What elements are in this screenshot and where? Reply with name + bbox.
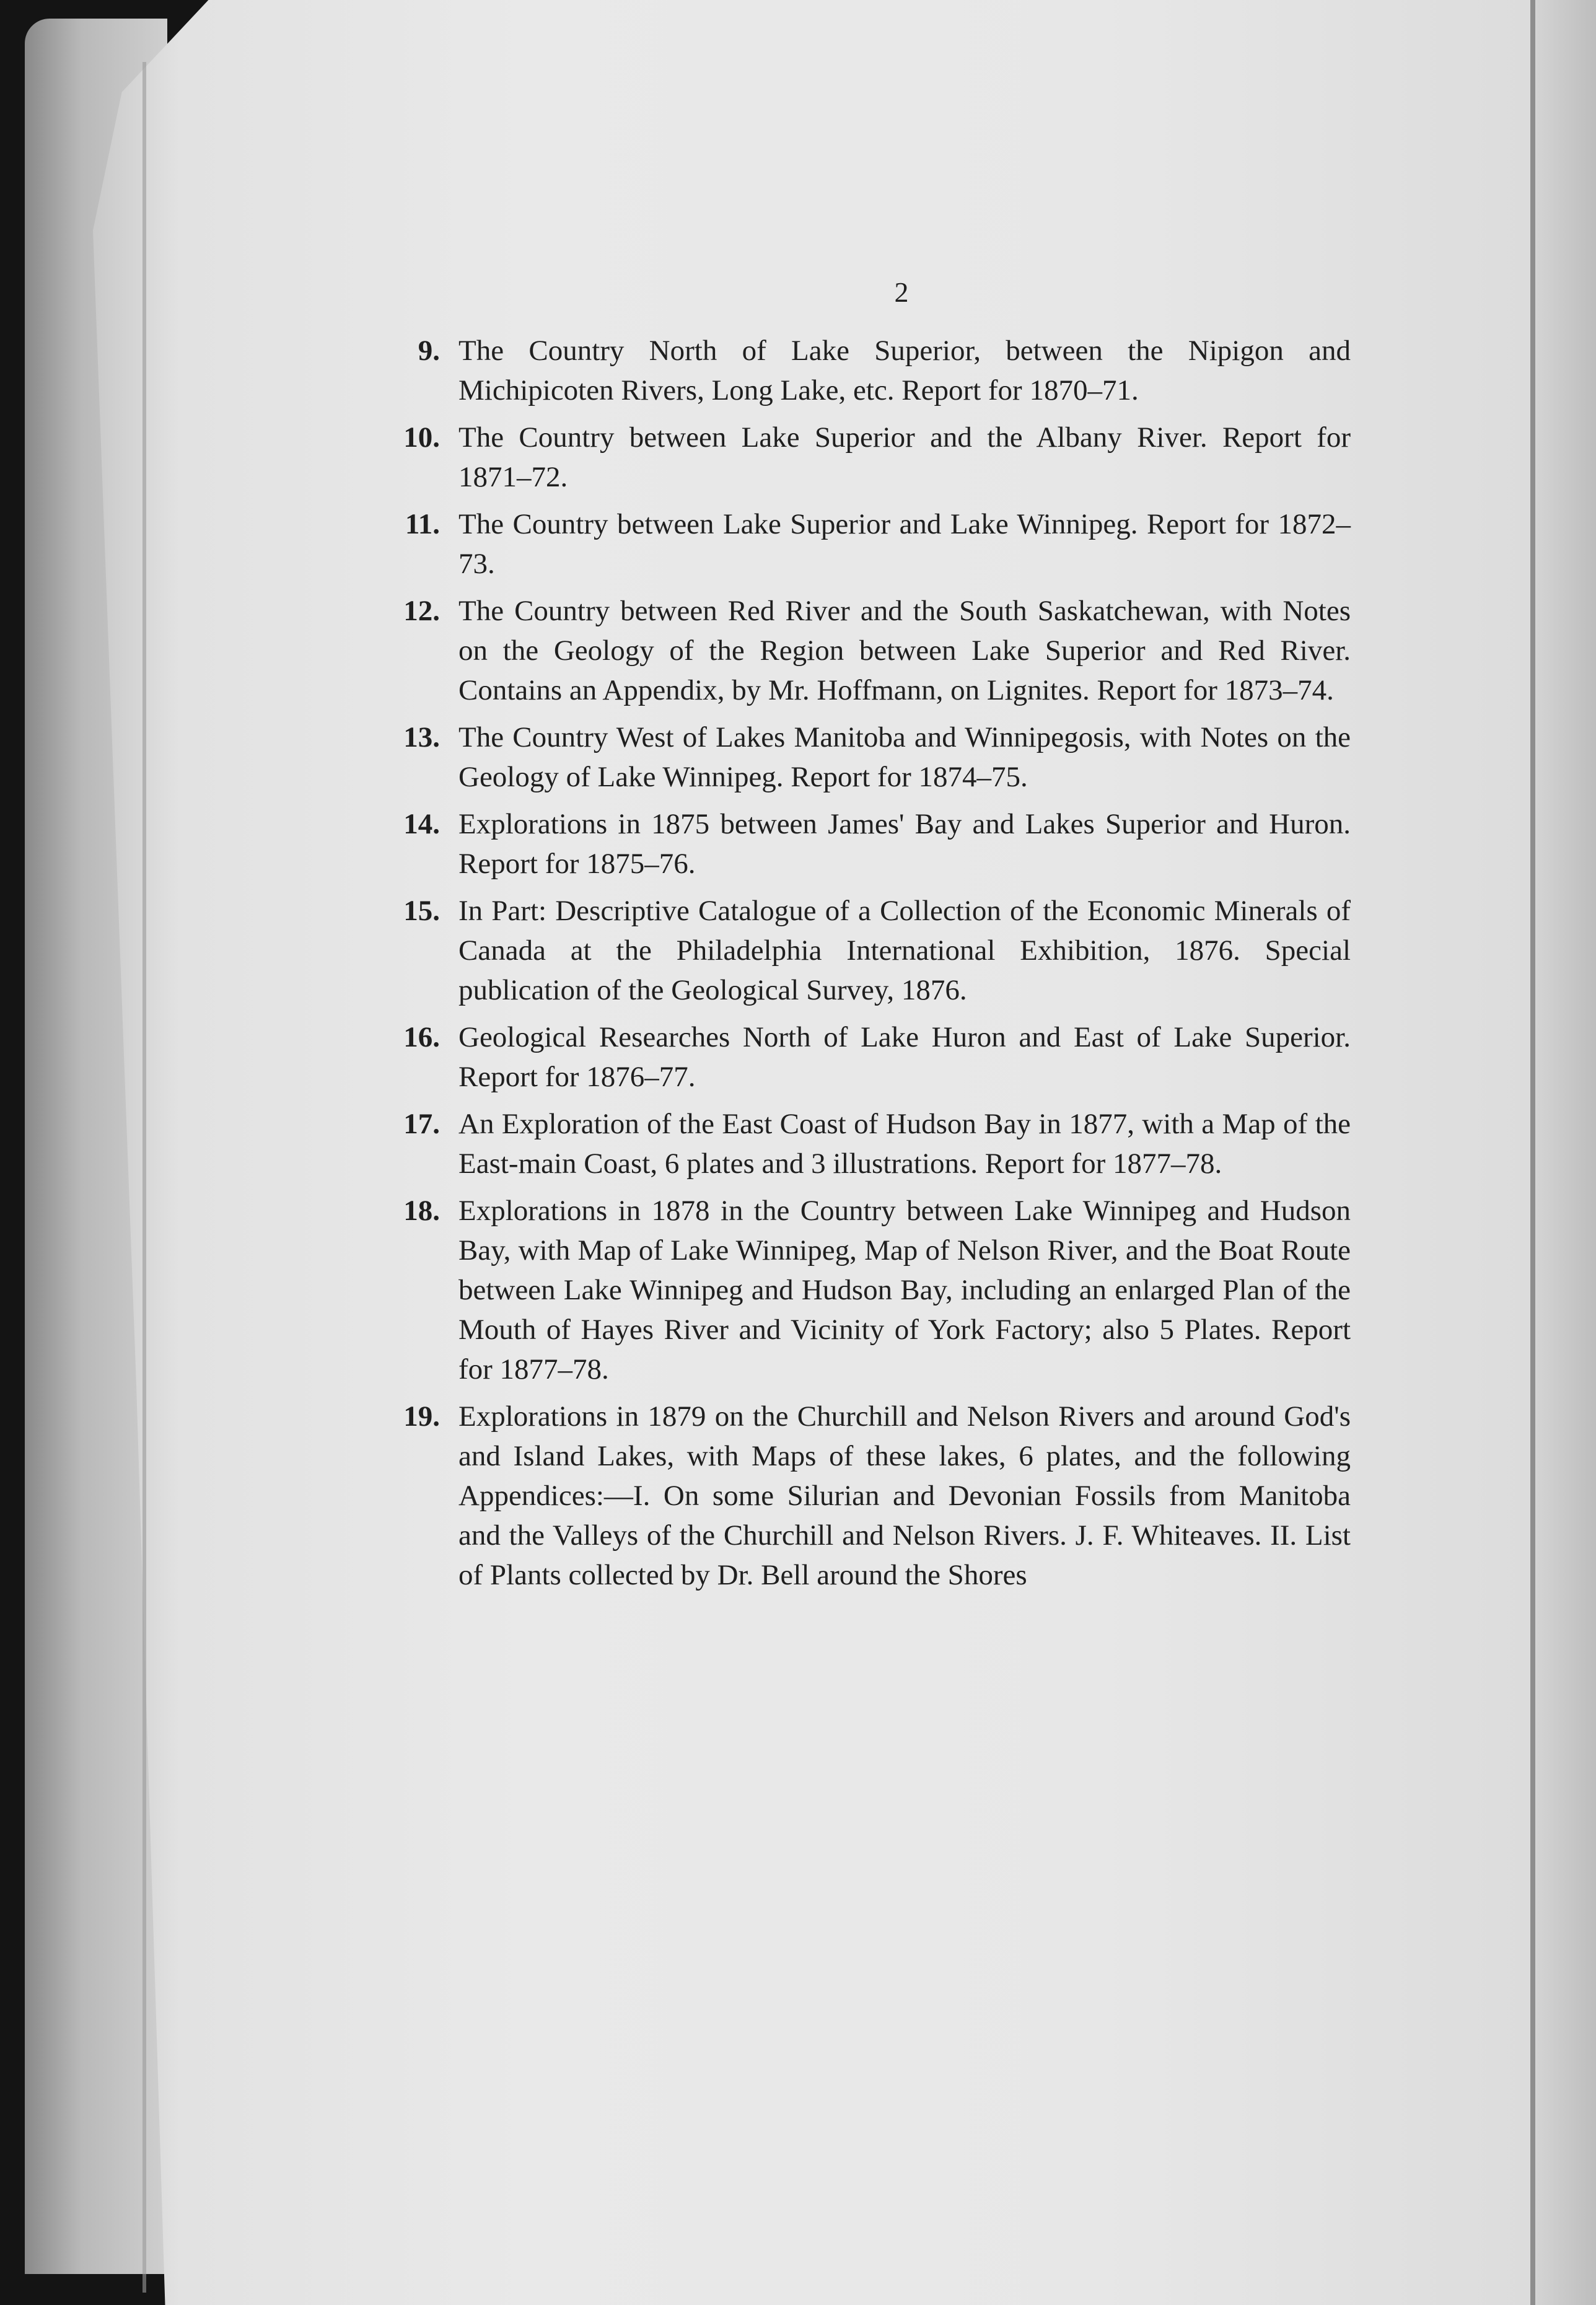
list-item (384, 718, 1351, 797)
list-item (384, 1104, 1351, 1183)
list-item (384, 1017, 1351, 1097)
entry-text: The Country between Lake Superior and Lake Winnipeg. Report for 1872–73. (458, 508, 1351, 580)
entry-text: The Country West of Lakes Manitoba and Winnipegosis, with Notes on the Geology of Lake Winnipeg. Report for 1874–75. (458, 721, 1351, 793)
entry-text: Geological Researches North of Lake Huron and East of Lake Superior. Report for 1876–77. (458, 1021, 1351, 1093)
list-item (384, 504, 1351, 584)
entry-number: 17. (403, 1108, 440, 1140)
list-item (384, 1191, 1351, 1389)
entry-number: 12. (403, 595, 440, 627)
entry-number: 10. (403, 421, 440, 454)
entry-number: 14. (403, 808, 440, 840)
page-fold-line (142, 62, 146, 2293)
list-item (384, 418, 1351, 497)
list-item (384, 591, 1351, 710)
entry-text: Explorations in 1879 on the Churchill and Nelson Rivers and around God's and Island Lakes, with Maps of these lakes, 6 plates, and the following Appendices:—I. On some Silurian and Devonian Fossils from Manitoba and the Valleys of the Churchill and Nelson Rivers. J. F. Whiteaves. II. List of Plants collected by Dr. Bell around the Shores (458, 1400, 1351, 1591)
list-item (384, 1397, 1351, 1595)
entry-number: 11. (405, 508, 440, 540)
entry-text: The Country between Lake Superior and the Albany River. Report for 1871–72. (458, 421, 1351, 493)
entry-number: 13. (403, 721, 440, 753)
entry-text: Explorations in 1875 between James' Bay and Lakes Superior and Huron. Report for 1875–76. (458, 808, 1351, 880)
entry-text: The Country between Red River and the South Saskatchewan, with Notes on the Geology of the Region between Lake Superior and Red River. Contains an Appendix, by Mr. Hoffmann, on Lignites. Report for 1873–74. (458, 595, 1351, 706)
list-item (384, 331, 1351, 410)
entry-number: 15. (403, 895, 440, 927)
list-item (384, 891, 1351, 1010)
entry-text: The Country North of Lake Superior, between the Nipigon and Michipicoten Rivers, Long Lake, etc. Report for 1870–71. (458, 335, 1351, 406)
entry-text: An Exploration of the East Coast of Hudson Bay in 1877, with a Map of the East-main Coast, 6 plates and 3 illustrations. Report for 1877–78. (458, 1108, 1351, 1180)
entry-number: 9. (418, 335, 440, 367)
entry-number: 18. (403, 1195, 440, 1227)
entry-number: 19. (403, 1400, 440, 1433)
list-item (384, 804, 1351, 884)
right-page-shadow (1530, 0, 1535, 2305)
entry-number: 16. (403, 1021, 440, 1053)
right-next-page-edge (1535, 0, 1596, 2305)
page-content (384, 273, 1351, 1602)
entry-text: In Part: Descriptive Catalogue of a Collection of the Economic Minerals of Canada at the Philadelphia International Exhibition, 1876. Special publication of the Geological Survey, 1876. (458, 895, 1351, 1006)
page-number: 2 (894, 276, 909, 308)
entry-text: Explorations in 1878 in the Country between Lake Winnipeg and Hudson Bay, with Map of Lake Winnipeg, Map of Nelson River, and the Boat Route between Lake Winnipeg and Hudson Bay, including an enlarged Plan of the Mouth of Hayes River and Vicinity of York Factory; also 5 Plates. Report for 1877–78. (458, 1195, 1351, 1385)
